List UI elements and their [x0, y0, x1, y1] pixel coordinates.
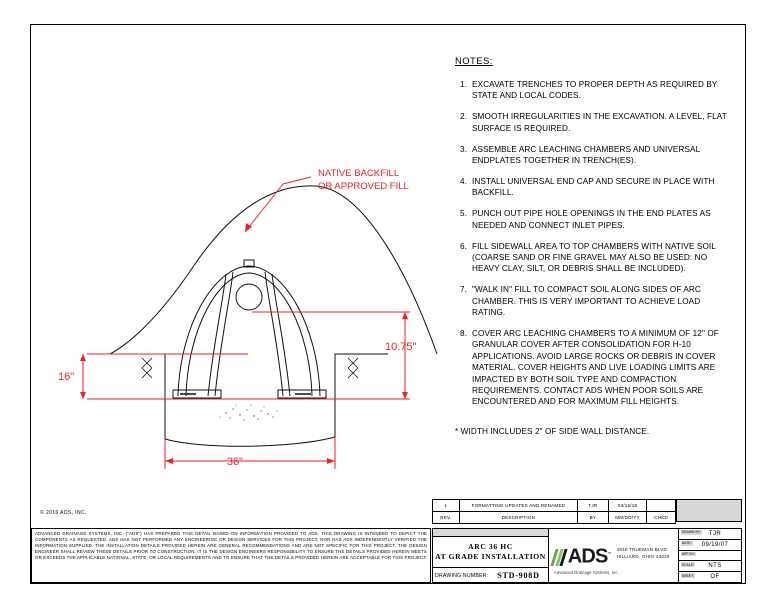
revision-by-cell: TJR [578, 500, 608, 512]
note-text: SMOOTH IRREGULARITIES IN THE EXCAVATION. A LEVEL, FLAT SURFACE IS REQUIRED. [472, 112, 727, 133]
metadata-label: APP BY: [681, 551, 695, 556]
backfill-callout-line2: OR APPROVED FILL [318, 181, 409, 192]
trench-walls [110, 354, 388, 399]
drawing-number-value: STD-908D [497, 571, 540, 580]
metadata-label: SHEET: [681, 573, 694, 578]
note-text: "WALK IN" FILL TO COMPACT SOIL ALONG SIDES OF ARC CHAMBER. THIS IS VERY IMPORTANT TO ACHIEVE LOAD RATING. [472, 285, 701, 318]
metadata-row-app-by [679, 551, 741, 562]
note-item [455, 284, 733, 318]
revision-description-cell: FORMATTING UPDATES AND RENAMED [459, 500, 578, 512]
address-line-1: 4640 TRUEMAN BLVD [616, 547, 668, 553]
metadata-value: TJR [708, 530, 722, 537]
note-number: 8. [460, 329, 468, 338]
metadata-row-scale [679, 561, 741, 572]
revision-header-date: MM/DD/YY [608, 512, 647, 524]
address-line-2: HILLIARD, OHIO 43026 [616, 553, 670, 559]
metadata-value: 09/19/07 [701, 541, 729, 548]
company-address [617, 547, 670, 564]
title-block-accent-bar [433, 529, 548, 537]
note-item [455, 208, 733, 231]
revision-header-chkd: CHKD [647, 512, 676, 524]
note-item [455, 176, 733, 199]
trench-hatch [142, 358, 358, 378]
note-number: 5. [460, 209, 468, 219]
drawing-title-line1: ARC 36 HC [468, 542, 513, 551]
dimension-width-label: 36" [226, 456, 244, 468]
bedding-base [165, 399, 335, 446]
bedding-stipple [220, 405, 278, 421]
note-item [455, 111, 733, 134]
note-number: 2. [460, 112, 468, 122]
note-text: COVER ARC LEACHING CHAMBERS TO A MINIMUM OF 12" OF GRANULAR COVER AFTER CONSOLIDATION FOR H-10 APPLICATIONS. AVOID LARGE ROCKS OR DEBRIS IN COVER MATERIAL. COVER HEIGHTS AND LIVE LOADING LIMITS ARE IMPACTED BY BOTH SOIL TYPE AND COMPACTION REQUIREMENTS. CONTACT ADS WHEN POOR SOILS ARE ENCOUNTERED AND FOR MAXIMUM FILL HEIGHTS. [472, 329, 719, 407]
metadata-row-date [679, 540, 741, 551]
metadata-value: NTS [708, 563, 722, 570]
note-text: INSTALL UNIVERSAL END CAP AND SECURE IN PLACE WITH BACKFILL. [472, 176, 715, 198]
ads-logo-icon [553, 545, 612, 566]
revision-chkd-cell [647, 500, 676, 512]
drawing-number-row [433, 568, 548, 583]
title-block-metadata [679, 529, 741, 582]
dimension-side-label: 10.75" [385, 341, 417, 353]
note-item [455, 328, 733, 408]
note-text: PUNCH OUT PIPE HOLE OPENINGS IN THE END PLATES AS NEEDED AND CONNECT INLET PIPES. [472, 209, 711, 230]
metadata-label: DATE: [681, 541, 692, 546]
dimension-height-label: 16" [58, 371, 75, 383]
notes-panel [455, 56, 733, 437]
note-number: 4. [460, 176, 468, 186]
legal-disclaimer-block: ADVANCED DRAINAGE SYSTEMS, INC. ("ADS") HAS PREPARED THIS DETAIL BASED ON INFORMATION PROVIDED TO ADS. THIS DRAWING IS INTENDED TO DEPICT THE COMPONENTS AS REQUESTED. ADS HAS NOT PERFORMED ANY ENGINEERING OR DESIGN SERVICES FOR THIS PROJECT, NOR HAS ADS INDEPENDENTLY VERIFIED THE INFORMATION SUPPLIED. THE INSTALLATION DETAILS PROVIDED HEREIN ARE GENERAL RECOMMENDATIONS AND ARE NOT SPECIFIC FOR THIS PROJECT. THE DESIGN ENGINEER SHALL REVIEW THESE DETAILS PRIOR TO CONSTRUCTION. IT IS THE DESIGN ENGINEERS RESPONSIBILITY TO ENSURE THE DETAILS PROVIDED HEREIN MEETS OR EXCEEDS THE APPLICABLE NATIONAL, STATE, OR LOCAL REQUIREMENTS AND TO ENSURE THAT THE DETAILS PROVIDED HEREIN ARE ACCEPTABLE FOR THIS PROJECT. [31, 528, 431, 583]
note-item [455, 144, 733, 167]
drawing-title [433, 537, 548, 568]
dimension-annotations [80, 177, 410, 469]
drawing-number-label: DRAWING NUMBER: [435, 572, 489, 579]
note-number: 6. [460, 241, 468, 251]
drawing-title-line2: AT GRADE INSTALLATION [435, 552, 546, 561]
revision-table [432, 499, 676, 524]
revision-number-cell: 1 [433, 500, 460, 512]
notes-footnote: * WIDTH INCLUDES 2" OF SIDE WALL DISTANCE. [455, 426, 650, 436]
revision-blank-cell [676, 499, 742, 522]
logo-slashes-icon [553, 549, 567, 566]
logo-wordmark [568, 545, 612, 566]
note-item [455, 241, 733, 275]
notes-heading: NOTES: [455, 56, 493, 67]
logo-subtitle: Advanced Drainage Systems, Inc. [554, 570, 619, 575]
revision-header-description: DESCRIPTION [459, 512, 578, 524]
note-number: 1. [460, 80, 468, 89]
logo-wordmark-text: ADS [567, 545, 608, 568]
chamber-footing [173, 390, 326, 398]
section-detail-drawing [30, 24, 450, 494]
revision-header-by: BY [578, 512, 608, 524]
metadata-label: DRAWN BY: [681, 530, 701, 535]
note-number: 3. [460, 144, 468, 154]
inspection-port-circle [236, 284, 262, 310]
revision-date-cell: 03/16/16 [608, 500, 647, 512]
logo-trademark-symbol: ™ [607, 551, 612, 557]
arc-chamber [178, 266, 320, 396]
note-text: EXCAVATE TRENCHES TO PROPER DEPTH AS REQUIRED BY STATE AND LOCAL CODES. [472, 80, 718, 101]
note-number: 7. [460, 285, 468, 295]
revision-header-row [433, 512, 676, 524]
note-text: FILL SIDEWALL AREA TO TOP CHAMBERS WITH NATIVE SOIL (COARSE SAND OR FINE GRAVEL MAY ALSO BE USED: NO HEAVY CLAY, SILT, OR DEBRIS SHALL BE INCLUDED). [472, 241, 716, 274]
metadata-label: SCALE: [681, 562, 695, 567]
note-item [455, 79, 733, 102]
metadata-value: OF [710, 574, 720, 581]
backfill-callout-line1: NATIVE BACKFILL [318, 168, 400, 179]
revision-header-rev: REV. [433, 512, 460, 524]
revision-row [433, 500, 676, 512]
title-block-name-section [433, 529, 549, 582]
note-text: ASSEMBLE ARC LEACHING CHAMBERS AND UNIVERSAL ENDPLATES TOGETHER IN TRENCH(ES). [472, 144, 700, 166]
company-logo-section [549, 529, 679, 582]
metadata-row-sheet [679, 572, 741, 582]
metadata-row-drawn-by [679, 529, 741, 540]
copyright-notice: © 2016 ADS, INC. [40, 510, 87, 516]
title-block [432, 528, 742, 583]
